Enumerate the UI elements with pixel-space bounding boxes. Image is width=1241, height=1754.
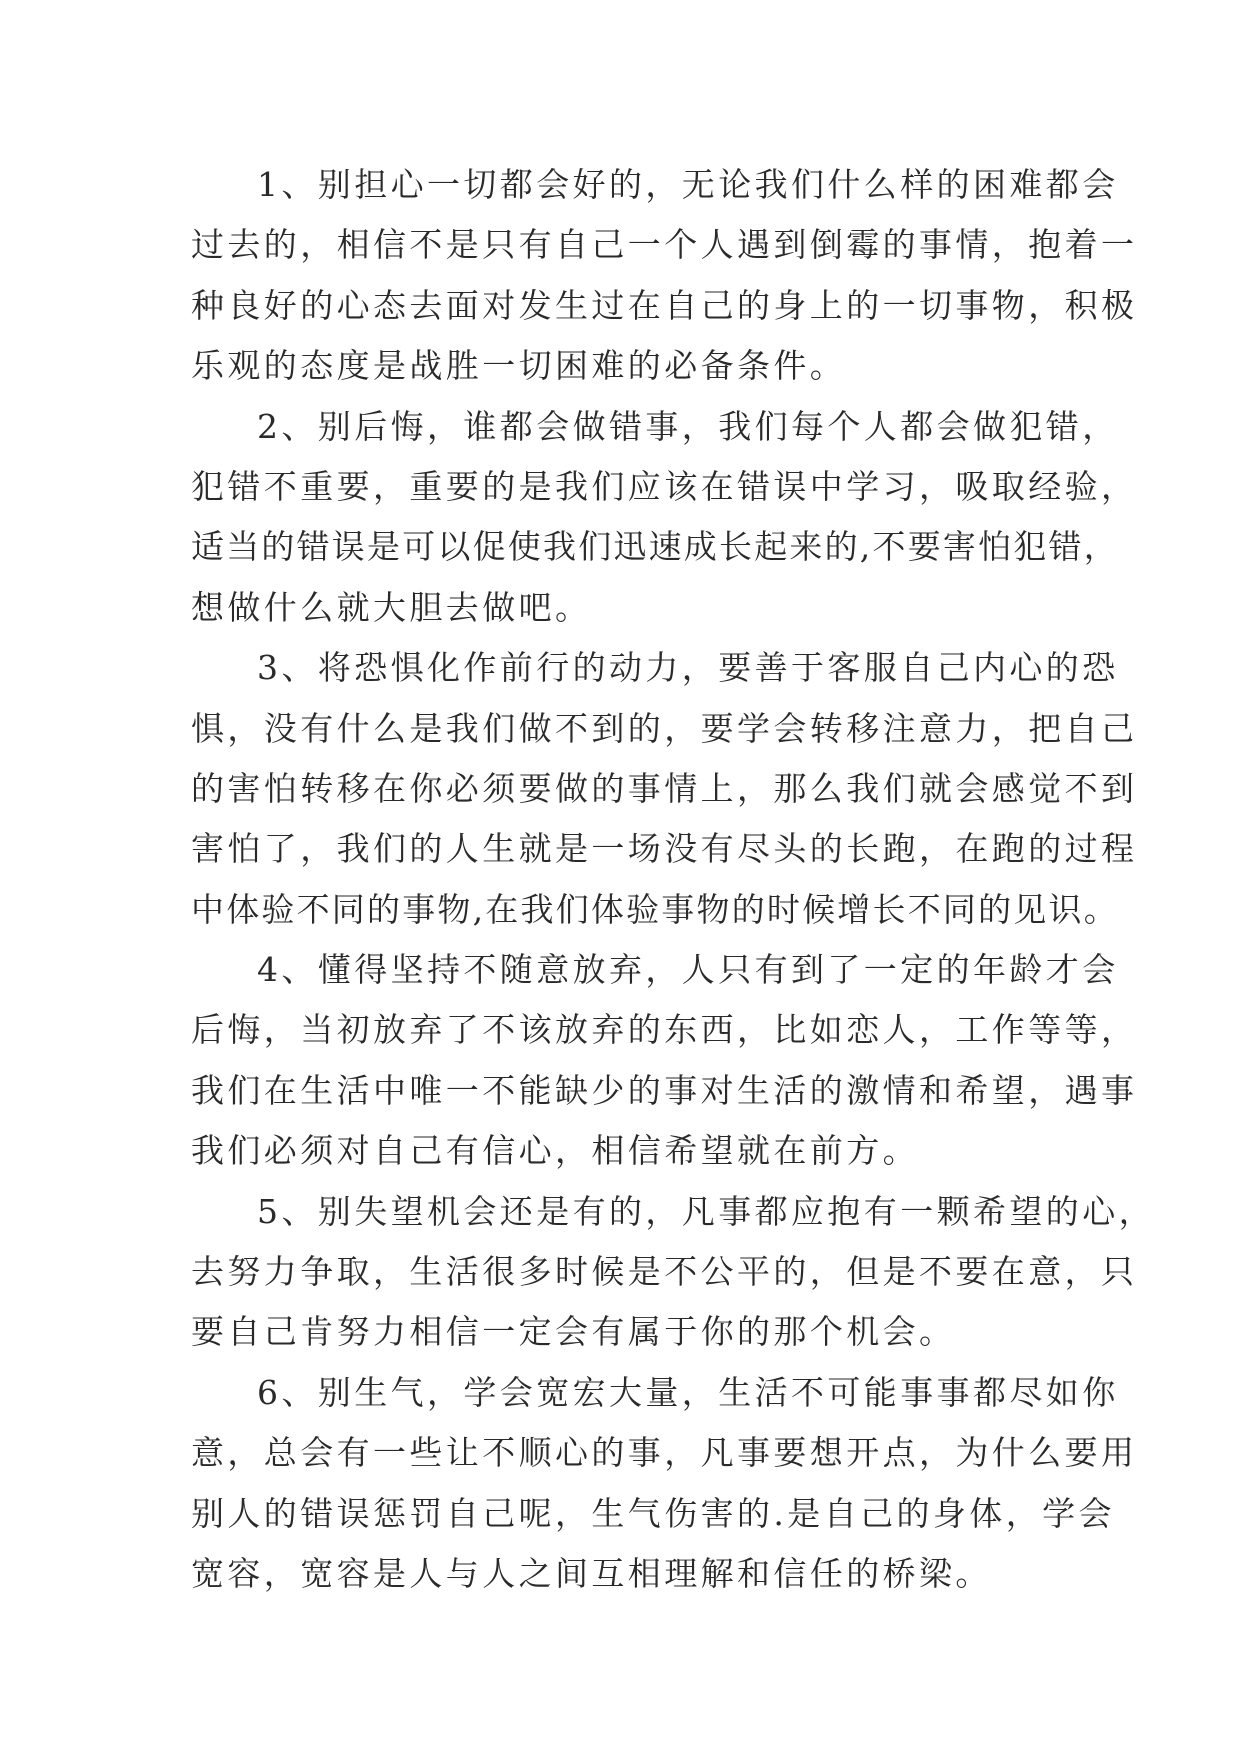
- paragraph-2: [191, 397, 1138, 639]
- paragraph-line: 我们在生活中唯一不能缺少的事对生活的激情和希望，遇事: [191, 1070, 1138, 1110]
- paragraph-5: [191, 1182, 1155, 1363]
- paragraph-line: 种良好的心态去面对发生过在自己的身上的一切事物，积极: [191, 285, 1138, 325]
- paragraph-line: 过去的，相信不是只有自己一个人遇到倒霉的事情，抱着一: [191, 225, 1138, 265]
- document-body: [191, 155, 1155, 1604]
- paragraph-6: [191, 1363, 1138, 1605]
- paragraph-line: 想做什么就大胆去做吧。: [191, 587, 592, 627]
- paragraph-line: 2、别后悔，谁都会做错事，我们每个人都会做犯错，: [257, 406, 1119, 446]
- paragraph-line: 宽容，宽容是人与人之间互相理解和信任的桥梁。: [191, 1553, 992, 1593]
- paragraph-line: 适当的错误是可以促使我们迅速成长起来的,不要害怕犯错，: [191, 527, 1119, 567]
- paragraph-line: 要自己肯努力相信一定会有属于你的那个机会。: [191, 1312, 956, 1352]
- paragraph-line: 惧，没有什么是我们做不到的，要学会转移注意力，把自己: [191, 708, 1138, 748]
- paragraph-line: 我们必须对自己有信心，相信希望就在前方。: [191, 1131, 919, 1171]
- paragraph-3: [191, 638, 1138, 940]
- paragraph-line: 5、别失望机会还是有的，凡事都应抱有一颗希望的心，: [257, 1191, 1155, 1231]
- paragraph-line: 4、懂得坚持不随意放弃，人只有到了一定的年龄才会: [257, 950, 1119, 990]
- paragraph-line: 别人的错误惩罚自己呢，生气伤害的.是自己的身体，学会: [191, 1493, 1115, 1533]
- paragraph-line: 意，总会有一些让不顺心的事，凡事要想开点，为什么要用: [191, 1433, 1138, 1473]
- paragraph-line: 中体验不同的事物,在我们体验事物的时候增长不同的见识。: [191, 889, 1119, 929]
- paragraph-line: 害怕了，我们的人生就是一场没有尽头的长跑，在跑的过程: [191, 829, 1138, 869]
- paragraph-4: [191, 940, 1138, 1182]
- paragraph-line: 后悔，当初放弃了不该放弃的东西，比如恋人，工作等等，: [191, 1010, 1138, 1050]
- paragraph-line: 犯错不重要，重要的是我们应该在错误中学习，吸取经验，: [191, 466, 1138, 506]
- paragraph-line: 去努力争取，生活很多时候是不公平的，但是不要在意，只: [191, 1252, 1138, 1292]
- paragraph-line: 1、别担心一切都会好的，无论我们什么样的困难都会: [257, 165, 1119, 204]
- paragraph-line: 的害怕转移在你必须要做的事情上，那么我们就会感觉不到: [191, 768, 1138, 808]
- paragraph-1: [191, 155, 1138, 397]
- paragraph-line: 乐观的态度是战胜一切困难的必备条件。: [191, 346, 847, 386]
- paragraph-line: 6、别生气，学会宽宏大量，生活不可能事事都尽如你: [257, 1372, 1119, 1412]
- paragraph-line: 3、将恐惧化作前行的动力，要善于客服自己内心的恐: [257, 648, 1119, 688]
